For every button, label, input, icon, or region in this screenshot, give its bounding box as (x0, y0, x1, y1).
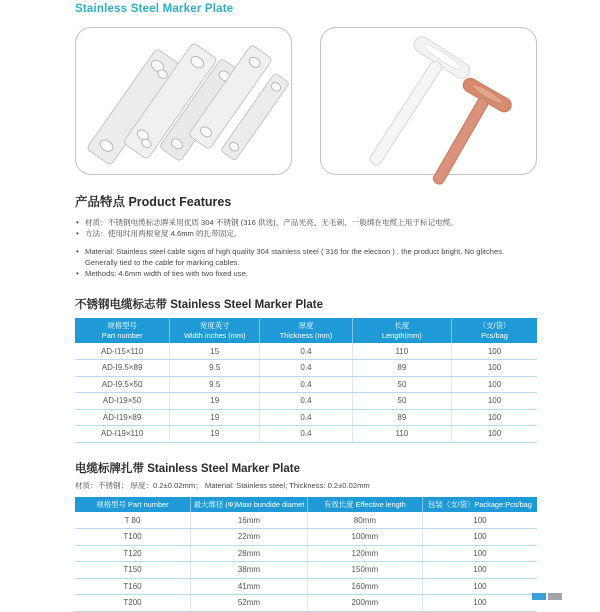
table-cell: 100 (422, 512, 537, 529)
table-cell: 150mm (307, 562, 422, 579)
table-cell: 19 (170, 426, 260, 443)
table-cell: 100 (452, 343, 538, 360)
table-cell: 15 (170, 343, 260, 360)
table-cell: 0.4 (260, 360, 352, 377)
table-cell: 19 (170, 409, 260, 426)
product-image-row (75, 27, 537, 175)
table-cell: T120 (75, 545, 191, 562)
table-cell: T100 (75, 529, 191, 546)
table-row (75, 409, 537, 426)
table-row (75, 595, 537, 612)
table-cell: 100 (452, 360, 538, 377)
marker-plates-illustration (76, 28, 291, 174)
table-row (75, 545, 537, 562)
table-cell: T 80 (75, 512, 191, 529)
features-heading: 产品特点 Product Features (75, 195, 232, 209)
feature-bullet: • Methods: 4.6mm width of ties with two fixed use. (75, 268, 537, 279)
marker-plates-photo (75, 27, 292, 175)
table-cell: 100 (422, 529, 537, 546)
table1-body (75, 343, 537, 442)
page-title: Stainless Steel Marker Plate (75, 3, 234, 15)
table-cell: 50 (352, 376, 451, 393)
features-list (75, 217, 537, 279)
table2-col-part-number: 规格型号 Part number (75, 497, 191, 513)
table-cell: 100 (452, 409, 538, 426)
table2-heading: 电缆标牌扎带 Stainless Steel Marker Plate (75, 462, 300, 475)
table-cell: 80mm (307, 512, 422, 529)
table-cell: 52mm (191, 595, 308, 612)
table-cell: AD-I15×110 (75, 343, 170, 360)
table-cell: 100 (452, 426, 538, 443)
marker-ties-photo (320, 27, 537, 175)
table-cell: 100 (422, 562, 537, 579)
table-cell: 110 (352, 343, 451, 360)
table-row (75, 343, 537, 360)
table-cell: 100 (422, 545, 537, 562)
table1-heading: 不锈钢电缆标志带 Stainless Steel Marker Plate (75, 299, 323, 311)
table1-col-thickness: 厚度 Thickness (mm) (260, 318, 352, 343)
table-cell: 100 (452, 393, 538, 410)
table-cell: 19 (170, 393, 260, 410)
table-cell: 50 (352, 393, 451, 410)
table-cell: 200mm (307, 595, 422, 612)
footer-corner-blocks (532, 593, 562, 600)
table-row (75, 393, 537, 410)
table-cell: 100 (452, 376, 538, 393)
table-cell: AD-I9.5×50 (75, 376, 170, 393)
table1-col-pcs-bag: （支/袋） Pcs/bag (452, 318, 538, 343)
table2-subtitle: 材质：不锈钢； 厚度：0.2±0.02mm； Material: Stainless steel; Thickness: 0.2±0.02mm (75, 480, 370, 490)
table-cell: AD-I19×89 (75, 409, 170, 426)
table2-col-package: 包装（支/袋）Package:Pcs/bag (422, 497, 537, 513)
corner-block-blue (532, 593, 546, 600)
table-cell: 0.4 (260, 393, 352, 410)
table-cell: T200 (75, 595, 191, 612)
table-cell: 22mm (191, 529, 308, 546)
table-row (75, 529, 537, 546)
table-header-row (75, 497, 537, 513)
feature-bullet: • 方法：使用时用两根宽度 4.6mm 的扎带固定。 (75, 228, 537, 239)
table-cell: 0.4 (260, 409, 352, 426)
table2-header (75, 497, 537, 513)
table-cell: 9.5 (170, 376, 260, 393)
table-cell: 0.4 (260, 426, 352, 443)
table-cell: 16mm (191, 512, 308, 529)
table-cell: 38mm (191, 562, 308, 579)
table-cell: AD-I19×110 (75, 426, 170, 443)
feature-bullet: • Material: Stainless steel cable signs of high quality 304 stainless steel ( 316 for the election ) , the product bright. No glitches. Generally tied to the cable for marking cables. (75, 246, 537, 268)
corner-block-gray (548, 593, 562, 600)
table1-col-width: 宽度英寸 Width inches (mm) (170, 318, 260, 343)
table-header-row (75, 318, 537, 343)
table-cell: 100 (422, 578, 537, 595)
marker-ties-illustration (321, 28, 536, 174)
table-row (75, 376, 537, 393)
table-cell: 100 (422, 595, 537, 612)
table-row (75, 562, 537, 579)
table-cell: T150 (75, 562, 191, 579)
table1-col-length: 长度 Length(mm) (352, 318, 451, 343)
table1-col-part-number: 规格型号 Part number (75, 318, 170, 343)
table-row (75, 512, 537, 529)
table-cell: 28mm (191, 545, 308, 562)
table-cell: 120mm (307, 545, 422, 562)
table-cell: AD-I9.5×89 (75, 360, 170, 377)
table-cell: 110 (352, 426, 451, 443)
table-cell: 160mm (307, 578, 422, 595)
table-row (75, 426, 537, 443)
marker-plate-spec-table (75, 318, 537, 443)
table-cell: 89 (352, 409, 451, 426)
feature-bullet: • 材质：不锈钢电缆标志牌采用优质 304 不锈钢 (316 供选)，产品光亮、无毛刺、一般绑在电缆上用于标记电缆。 (75, 217, 537, 228)
table-cell: AD-I19×50 (75, 393, 170, 410)
table-cell: 100mm (307, 529, 422, 546)
table2-col-effective-length: 有效长度 Effective length (307, 497, 422, 513)
table-cell: T160 (75, 578, 191, 595)
table-cell: 0.4 (260, 343, 352, 360)
table2-body (75, 512, 537, 611)
copper-tie (413, 76, 513, 197)
table-cell: 9.5 (170, 360, 260, 377)
table-row (75, 360, 537, 377)
table-cell: 41mm (191, 578, 308, 595)
marker-tie-spec-table (75, 497, 537, 612)
table-cell: 89 (352, 360, 451, 377)
table2-col-max-bundle-diameter: 最大绑径 (Φ)Maxi bundide diamet (191, 497, 308, 513)
table1-header (75, 318, 537, 343)
table-cell: 0.4 (260, 376, 352, 393)
table-row (75, 578, 537, 595)
